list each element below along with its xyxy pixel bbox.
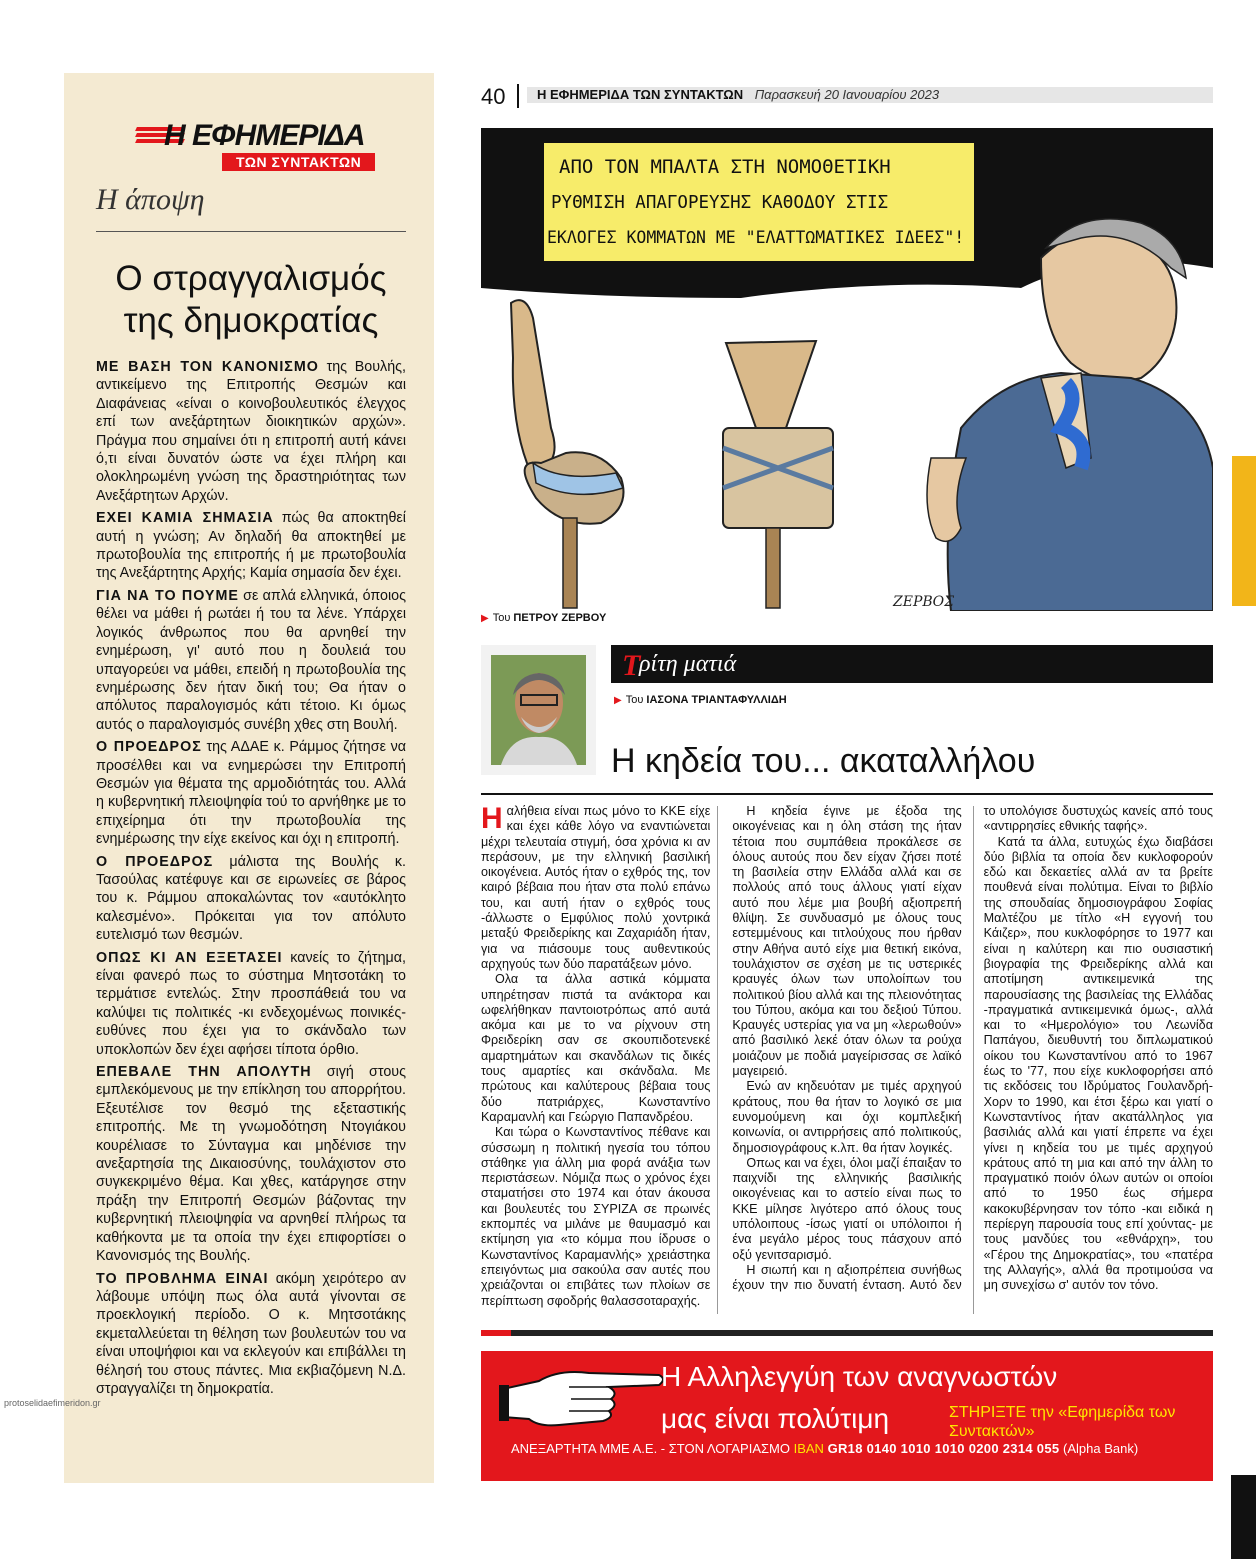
author-portrait <box>491 655 586 765</box>
article-paragraph: Η σιωπή και η αξιοπρέπεια συνήθως έχουν την πιο δυνατή ένταση. Αυτό δεν το υπολόγισε δυστυχώς κανείς από τους «αντιρρησίες εθνικής ταφής». <box>732 804 1213 1293</box>
editorial-title <box>96 258 406 342</box>
banner-cta: ΣΤΗΡΙΞΤΕ την «Εφημερίδα των Συντακτών» <box>949 1404 1176 1440</box>
section-initial: Τ <box>622 649 641 682</box>
cartoon-signature: ΖΕΡΒΟΣ <box>893 594 955 610</box>
editorial-paragraph: ΕΠΕΒΑΛΕ ΤΗΝ ΑΠΟΛΥΤΗ σιγή στους εμπλεκόμενους με την επίκληση του απορρήτου. Εξευτέλισε τον θεσμό της εξεταστικής επιτροπής. Με τη γνωμοδότηση Ντογιάκου κουρέλιασε το Σύνταγμα και μηδένισε την ανεξαρτησία της Δικαιοσύνης, τουλάχιστον στο συγκεκριμένο θέμα. Και χθες, κατάργησε στην πράξη την Επιτροπή Θεσμών βάζοντας την κυβερνητική πλειοψηφία να αρνηθεί πλήρως τα καθήκοντα με τα οποία την έχει επιφορτίσει ο Κανονισμός της Βουλής. <box>96 1064 406 1265</box>
logo-main-text: Η ΕΦΗΜΕΡΙΔΑ <box>164 119 365 152</box>
author-photo <box>481 645 596 775</box>
editorial-paragraph: ΟΠΩΣ ΚΙ ΑΝ ΕΞΕΤΑΣΕΙ κανείς το ζήτημα, είναι φανερό πως το σύστημα Μητσοτάκη το τερμάτισε εντελώς. Στην προσπάθειά του να καλύψει τις πολιτικές -κι ενδεχομένως ποινικές- ευθύνες που έχει για το σκάνδαλο των υποκλοπών δεν έχει αφήσει τίποτα όρθιο. <box>96 949 406 1058</box>
editorial-title-line1: Ο στραγγαλισμός <box>115 259 387 298</box>
header-date: Παρασκευή 20 Ιανουαρίου 2023 <box>754 87 940 102</box>
editorial-paragraph: Ο ΠΡΟΕΔΡΟΣ μάλιστα της Βουλής κ. Τασούλας κατέφυγε και σε ειρωνείες σε βάρος του κ. Ράμμου αποκαλώντας τον «αυτόκλητο καλεσμένο». Πρόκειται για τον απόλυτο ευτελισμό των θεσμών. <box>96 853 406 944</box>
cartoon-image <box>481 128 1213 611</box>
column-author <box>614 694 787 706</box>
page-number: 40 <box>481 84 506 109</box>
editorial-column <box>64 73 434 1483</box>
column-section-bar <box>611 645 1213 683</box>
logo-sub-text: ΤΩΝ ΣΥΝΤΑΚΤΩΝ <box>222 153 375 171</box>
header-paper-name: Η ΕΦΗΜΕΡΙΔΑ ΤΩΝ ΣΥΝΤΑΚΤΩΝ <box>537 87 744 102</box>
title-rule <box>481 793 1213 795</box>
donation-banner <box>481 1351 1213 1481</box>
cartoon-credit-name: ΠΕΤΡΟΥ ΖΕΡΒΟΥ <box>513 612 607 624</box>
cartoon-caption-line3: ΕΚΛΟΓΕΣ ΚΟΜΜΑΤΩΝ ΜΕ "ΕΛΑΤΤΩΜΑΤΙΚΕΣ ΙΔΕΕΣ"! <box>547 228 965 247</box>
editorial-paragraph: ΓΙΑ ΝΑ ΤΟ ΠΟΥΜΕ σε απλά ελληνικά, όποιος θέλει να μάθει ή ρωτάει ή του τα λένε. Υπάρχει λογικός άνθρωπος που θα αρνηθεί την ενημέρωση, γι' αυτό που η δουλειά του υπαγορεύει να μάθει, επειδή η πρωτοβουλία της ενημέρωσης δεν ήταν δική του; Θα ήταν ο απόλυτος παραλογισμός κάτι τέτοιο. Κι όμως αυτός ο παραλογισμός συνέβη χθες στη Βουλή. <box>96 587 406 733</box>
editorial-paragraph: ΜΕ ΒΑΣΗ ΤΟΝ ΚΑΝΟΝΙΣΜΟ της Βουλής, αντικείμενο της Επιτροπής Θεσμών και Διαφάνειας «είναι ο κοινοβουλευτικός έλεγχος επί των ανεξάρτητων διοικητικών αρχών». Πράγμα που σημαίνει ότι η επιτροπή αυτή κάνει ό,τι είναι δυνατόν ώστε να έχει πλήρη και ολοκληρωμένη γνώση της δραστηριότητας των Ανεξάρτητων Αρχών. <box>96 359 407 504</box>
section-name: ρίτη ματιά <box>639 651 737 677</box>
side-date-tab <box>1232 456 1256 606</box>
editorial-paragraph: ΤΟ ΠΡΟΒΛΗΜΑ ΕΙΝΑΙ ακόμη χειρότερο αν λάβουμε υπόψη πως όλα αυτά γίνονται σε προεκλογική περίοδο. Ο κ. Μητσοτάκης εκμεταλλεύεται τη θέληση των βουλευτών του να είναι υποψήφιοι και να εκλεγούν και επιβάλλει τη θέλησή του στους πάντες. Μια εκβιαζόμενη Ν.Δ. στραγγαλίζει τη δημοκρατία. <box>96 1270 406 1397</box>
pointing-hand-icon <box>499 1359 667 1439</box>
cartoon-illustration <box>481 128 1213 611</box>
triangle-icon: ▶ <box>614 695 622 706</box>
triangle-icon: ▶ <box>481 613 489 624</box>
iban-label: IBAN <box>793 1441 824 1456</box>
banner-rule <box>481 1330 1213 1336</box>
article-paragraph: Ενώ αν κηδευόταν με τιμές αρχηγού κράτους, που θα ήταν το λογικό σε μια ευνομούμενη και όχι κομπλεξική κοινωνία, οι αντιρρήσεις από πολιτικούς, δημοσιογράφους κ.λπ. θα ήταν λογικές. <box>732 1079 962 1155</box>
corner-block <box>1231 1475 1256 1559</box>
article-paragraph: Ηαλήθεια είναι πως μόνο το ΚΚΕ είχε και έχει κάθε λόγο να εναντιώνεται μέχρι τελευταία στιγμή, όσα χρόνια κι αν περάσουν, με την ελληνική βασιλική οικογένεια. Αυτός ήταν ο εχθρός της, τον καιρό βέβαια που ήταν στα πολύ επάνω του, και αυτή ήταν ο εχθρός τους -άλλωστε ο Εμφύλιος πολύ χοντρικά μεταξύ Φρειδερίκης και Ζαχαριάδη ήταν, για να πιάσουμε τους αυθεντικούς αρχηγούς των δύο παρατάξεων μόνο. <box>481 802 711 971</box>
bank-name: (Alpha Bank) <box>1063 1441 1139 1456</box>
editorial-body <box>96 358 406 1398</box>
editorial-title-line2: της δημοκρατίας <box>123 301 379 340</box>
header-divider <box>517 84 519 108</box>
editorial-paragraph: ΕΧΕΙ ΚΑΜΙΑ ΣΗΜΑΣΙΑ πώς θα αποκτηθεί αυτή η γνώση; Αν δηλαδή θα αποκτηθεί με πρωτοβουλία της επιτροπής ή με πρωτοβουλία της Ανεξάρτητης Αρχής; Καμία σημασία δεν έχει. <box>96 510 406 582</box>
page-header <box>481 84 1213 108</box>
column-author-name: ΙΑΣΟΝΑ ΤΡΙΑΝΤΑΦΥΛΛΙΔΗ <box>646 694 787 706</box>
article-paragraph: Κατά τα άλλα, ευτυχώς έχω διαβάσει δύο βιβλία τα οποία δεν κυκλοφορούν εδώ και δεκαετίες αλλά αν τα βρείτε πουθενά είναι πολύτιμα. Είναι το βιβλίο της σπουδαίας δημοσιογράφου Σοφίας Μαλτέζου με τίτλο «Η εγγονή του Κάιζερ», που κυκλοφόρησε το 1977 και είναι η καλύτερη και πιο ουσιαστική βιογραφία της Φρειδερίκης αλλά και αποτίμηση αντικειμενικά της παρουσίασης της βασιλείας της Ελλάδας -πραγματικά αντικειμενικά όμως-, αλλά και το «Ημερολόγιο» του Λεωνίδα Παπάγου, διευθυντή του διπλωματικού οίκου του Κωνσταντίνου από το 1967 έως το '77, που είχε κυκλοφορήσει από τις εκδόσεις του Ιδρύματος Γουλανδρή-Χορν το 1990, και έτσι ξέρω και γιατί ο Κωνσταντίνος ήταν ακατάλληλος για βασιλιάς αλλά και γιατί έπρεπε να έχει γίνει η κηδεία του με τιμές αρχηγού κράτους από τη μια και από την άλλη το πραγματικό ποιόν όλων αυτών οι οποίοι από το 1950 έως σήμερα κακοκυβέρνησαν τον τόπο -και ειδικά η περίεργη παρουσία τους επί χούντας- με τους μανδύες του «εθνάρχη», του «Γέρου της Δημοκρατίας», του «πατέρα της Αλλαγής», αλλά θα προτιμούσα να μη συνεχίσω σ' αυτόν τον τόνο. <box>983 834 1213 1293</box>
banner-account <box>511 1441 1138 1456</box>
article-paragraph: Οπως και να έχει, όλοι μαζί έπαιξαν το παιχνίδι της ελληνικής βασιλικής οικογένειας και το αστείο είναι πως το ΚΚΕ μίλησε λιγότερο από όλους τους υπόλοιπους -ίσως γιατί οι υπόλοιποι ή ένα μεγάλο μέρος τους πάσχουν από οξύ γενιτσαρισμό. <box>732 1155 962 1262</box>
column-article <box>481 804 1213 1324</box>
header-bar <box>527 87 1213 103</box>
editorial-paragraph: Ο ΠΡΟΕΔΡΟΣ της ΑΔΑΕ κ. Ράμμος ζήτησε να προσέλθει και να ενημερώσει την Επιτροπή Θεσμών για θέματα της αρμοδιότητάς του. Αλλά η κυβερνητική πλειοψηφία τού το αρνήθηκε με το επιχείρημα ότι την πρωτοβουλία της ενημέρωσης την είχε εκείνος και όχι η επιτροπή. <box>96 739 407 848</box>
column-author-prefix: Του <box>625 694 644 706</box>
article-paragraph: Η κηδεία έγινε με έξοδα της οικογένειας και η όλη στάση της ήταν τέτοια που συμπάθεια προκάλεσε σε όλους αυτούς που δεν είχαν ζήσει ποτέ τη βασιλεία στην Ελλάδα αλλά και σε πολλούς από τους άλλους γιατί είχαν αυτό που λέμε μια βουβή αξιοπρεπή θλίψη. Σε συνδυασμό με όλους τους εστεμμένους και τιτλούχους που ήρθαν στην Αθήνα αυτό είχε μια θετική εικόνα, τουλάχιστον σε σχέση με τις υστερικές κραυγές όλων των υπολοίπων του πολιτικού βίου αλλά και της πλειονότητας του Τύπου, ακόμα και του δεξιού Τύπου. Κραυγές υστερίας για να μη «λερωθούν» από βασιλικό λεκέ όταν όλων τα ρούχα μοιάζουν με ποδιά μαγείρισσας σε λαϊκό μαγειρειό. <box>732 804 962 1079</box>
cartoon-credit <box>481 612 606 624</box>
column-title: Η κηδεία του... ακαταλλήλου <box>611 742 1036 780</box>
banner-headline-2: μας είναι πολύτιμη <box>661 1403 890 1434</box>
drop-cap: Η <box>481 802 503 835</box>
newspaper-logo <box>96 97 406 177</box>
watermark: protoselidaefimeridon.gr <box>4 1398 101 1408</box>
article-paragraph: Και τώρα ο Κωνσταντίνος πέθανε και σύσσωμη η πολιτική ηγεσία του τόπου στάθηκε για άλλη μια φορά ανάξια των περιστάσεων. Νόμιζα πως ο χρόνος έχει σταματήσει στο 1974 και όταν άκουσα και βουλευτές του ΣΥΡΙΖΑ σε πρωινές εκπομπές να μιλάνε με θαυμασμό και εκτίμηση για «το κόμμα που ίδρυσε ο Κωνσταντίνος Καραμανλής» χρειάστηκα επειγόντως μια σακούλα σαν αυτές που χρειάζονται οι επιβάτες των πλοίων σε περίπτωση σφοδρής θαλασσοταραχής. <box>481 1125 711 1308</box>
cartoon-caption-line1: ΑΠΟ ΤΟΝ ΜΠΑΛΤΑ ΣΤΗ ΝΟΜΟΘΕΤΙΚΗ <box>559 156 891 178</box>
account-text: ΑΝΕΞΑΡΤΗΤΑ ΜΜΕ Α.Ε. - ΣΤΟΝ ΛΟΓΑΡΙΑΣΜΟ <box>511 1441 790 1456</box>
banner-headline-1: Η Αλληλεγγύη των αναγνωστών <box>661 1361 1058 1392</box>
section-label: Η άποψη <box>96 183 406 232</box>
iban-number: GR18 0140 1010 1010 0200 2314 055 <box>827 1441 1060 1456</box>
article-paragraph: Ολα τα άλλα αστικά κόμματα υπηρέτησαν πιστά τα ανάκτορα και ωφελήθηκαν παντοιοτρόπως από αυτά ακόμα και με το να ρίχνουν στη Φρειδερίκη σαν σε σκουπιδοτενεκέ αμαρτημάτων και σκανδάλων τις δικές τους αμαρτίες και σκάνδαλα. Με πρώτους και καλύτερους βέβαια τους δύο πατριάρχες, Κωνσταντίνο Καραμανλή και Γεώργιο Παπανδρέου. <box>481 972 711 1124</box>
cartoon-caption-line2: ΡΥΘΜΙΣΗ ΑΠΑΓΟΡΕΥΣΗΣ ΚΑΘΟΔΟΥ ΣΤΙΣ <box>551 193 889 213</box>
cartoon-credit-prefix: Του <box>492 612 511 624</box>
